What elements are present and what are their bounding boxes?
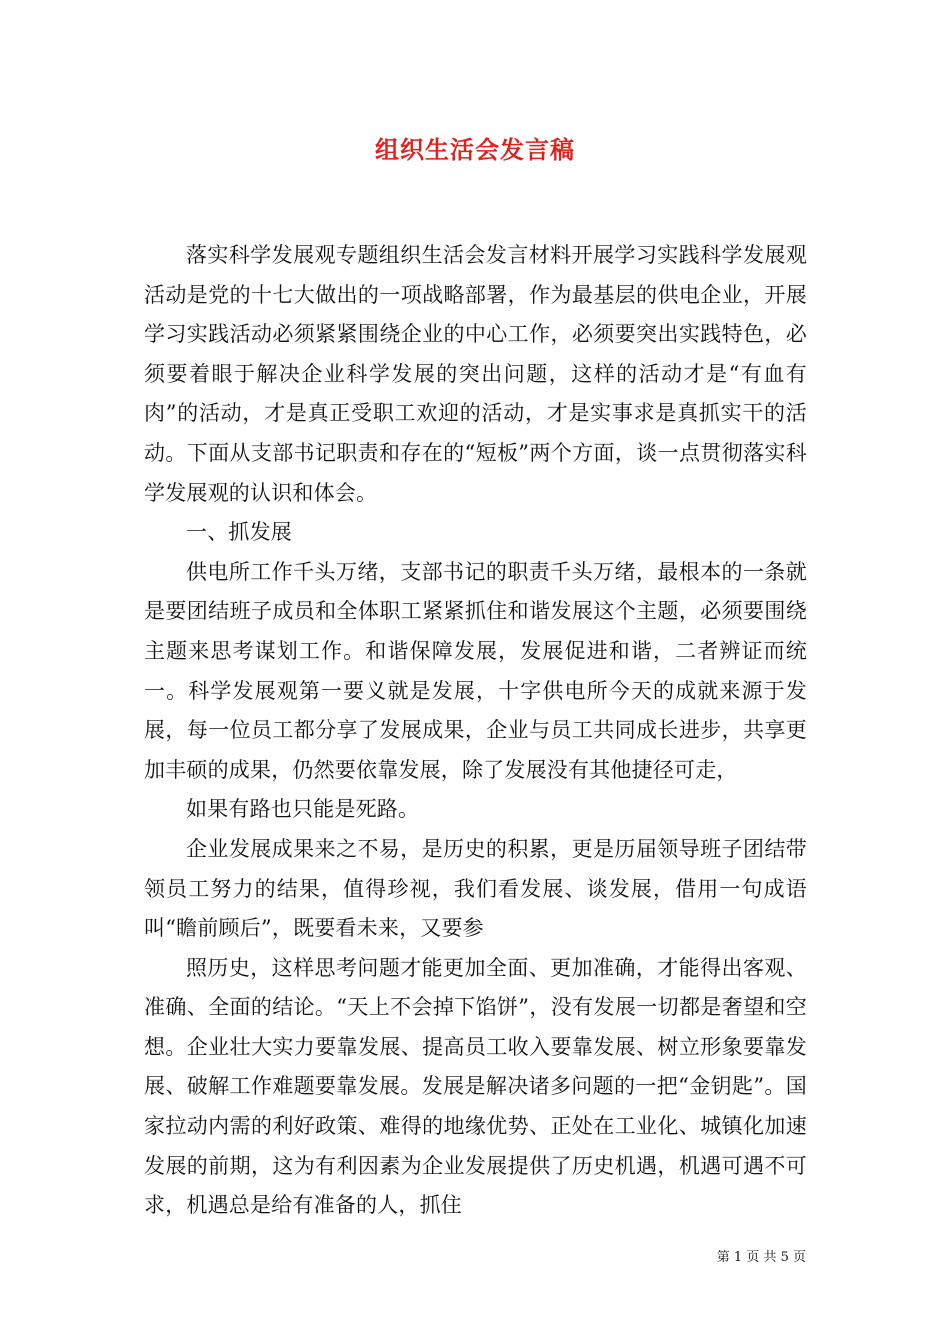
paragraph-history: 照历史，这样思考问题才能更加全面、更加准确，才能得出客观、准确、全面的结论。“天上不会掉下馅饼”，没有发展一切都是奢望和空想。企业壮大实力要靠发展、提高员工收入要靠发展、树立形象要靠发展、破解工作难题要靠发展。发展是解决诸多问题的一把“金钥匙”。国家拉动内需的利好政策、难得的地缘优势、正处在工业化、城镇化加速发展的前期，这为有利因素为企业发展提供了历史机遇，机遇可遇不可求，机遇总是给有准备的人，抓住 [144,955,807,1218]
document-body [144,236,807,1226]
section-heading-develop: 一、抓发展 [186,520,292,545]
paragraph-intro: 落实科学发展观专题组织生活会发言材料开展学习实践科学发展观活动是党的十七大做出的一项战略部署，作为最基层的供电企业，开展学习实践活动必须紧紧围绕企业的中心工作，必须要突出实践特色，必须要着眼于解决企业科学发展的突出问题，这样的活动才是“有血有肉”的活动，才是真正受职工欢迎的活动，才是实事求是真抓实干的活动。下面从支部书记职责和存在的“短板”两个方面，谈一点贯彻落实科学发展观的认识和体会。 [144,243,807,505]
paragraph-dead-end: 如果有路也只能是死路。 [186,797,420,822]
paragraph-develop: 供电所工作千头万绪，支部书记的职责千头万绪，最根本的一条就是要团结班子成员和全体职工紧紧抓住和谐发展这个主题，必须要围绕主题来思考谋划工作。和谐保障发展，发展促进和谐，二者辨证而统一。科学发展观第一要义就是发展，十字供电所今天的成就来源于发展，每一位员工都分享了发展成果，企业与员工共同成长进步，共享更加丰硕的成果，仍然要依靠发展，除了发展没有其他捷径可走， [144,559,807,782]
document-title: 组织生活会发言稿 [375,135,575,164]
paragraph-achievements: 企业发展成果来之不易，是历史的积累，更是历届领导班子团结带领员工努力的结果，值得珍视，我们看发展、谈发展，借用一句成语叫“瞻前顾后”，既要看未来，又要参 [144,836,807,941]
page-number: 第 1 页 共 5 页 [716,1250,806,1265]
